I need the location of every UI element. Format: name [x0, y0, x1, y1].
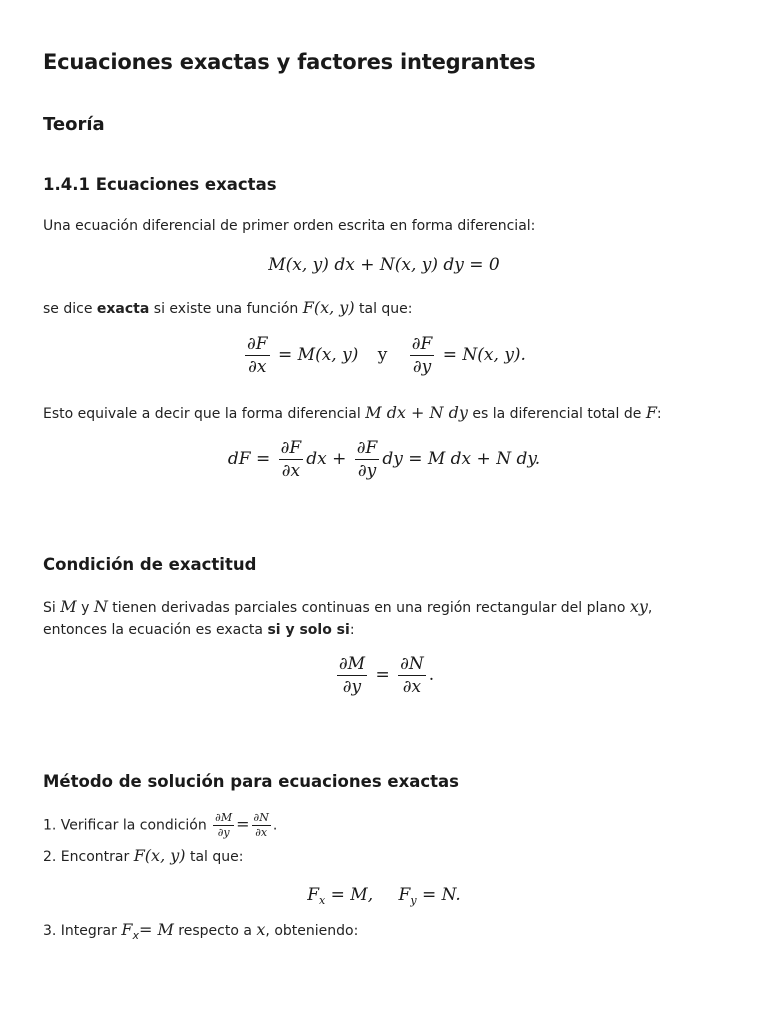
inline-math-F: F(x, y): [302, 298, 355, 317]
equation-partials: [0, 334, 768, 377]
fraction-denominator: ∂x: [255, 826, 268, 839]
text-span: 2. Encontrar: [43, 849, 134, 865]
text-span: :: [656, 406, 662, 422]
equals-sign: =: [236, 814, 250, 834]
fraction-dF-dx: [245, 334, 270, 377]
subsection-heading-metodo: Método de solución para ecuaciones exactas: [43, 772, 459, 791]
equation-rhs: = N(x, y).: [442, 345, 526, 365]
fraction-dM-dy: [337, 654, 367, 697]
text-span: tal que:: [354, 301, 413, 317]
fraction-numerator: ∂F: [280, 438, 302, 458]
bold-term-si-y-solo-si: si y solo si: [267, 622, 350, 638]
text-span: :: [349, 622, 355, 638]
fraction-denominator: ∂y: [357, 461, 377, 481]
equation-differential-form: [0, 255, 768, 275]
period: .: [272, 817, 278, 834]
inline-math-M: = M: [138, 920, 174, 939]
fraction-denominator: ∂x: [248, 357, 267, 377]
equation-term: F: [398, 885, 411, 905]
fraction-numerator: ∂F: [411, 334, 433, 354]
fraction-dF-dy: [355, 438, 380, 481]
fraction-dF-dy: [410, 334, 435, 377]
equation-term: F: [307, 885, 320, 905]
equation-dF: [0, 438, 768, 481]
equation-term: dx +: [306, 449, 347, 469]
text-span: tal que:: [185, 849, 244, 865]
inline-math-F: F(x, y): [133, 846, 186, 865]
equation-term: = M,: [330, 885, 374, 905]
page-title: Ecuaciones exactas y factores integrantes: [43, 50, 536, 74]
fraction-denominator: ∂y: [217, 826, 230, 839]
inline-math-xy: xy: [629, 597, 648, 616]
text-span: si existe una función: [149, 301, 303, 317]
equation-Fx-Fy: [0, 885, 768, 907]
equals-sign: =: [375, 665, 390, 685]
fraction-dM-dy: [213, 812, 234, 839]
fraction-denominator: ∂x: [281, 461, 301, 481]
equation-lhs: dF =: [227, 449, 271, 469]
fraction-numerator: ∂F: [356, 438, 378, 458]
text-span: , obteniendo:: [265, 923, 359, 939]
fraction-numerator: ∂N: [400, 654, 424, 674]
text-span: Si: [43, 600, 61, 616]
fraction-denominator: ∂y: [342, 677, 362, 697]
fraction-dF-dx: [279, 438, 304, 481]
equation-term: = N.: [421, 885, 461, 905]
inline-math-x: x: [256, 920, 266, 939]
list-item-step-2: [43, 845, 243, 868]
fraction-dN-dx: [398, 654, 426, 697]
text-span: 3. Integrar: [43, 923, 122, 939]
text-span: , entonces la ecuación es exacta: [43, 600, 653, 638]
fraction-dN-dx: [252, 812, 271, 839]
fraction-denominator: ∂x: [402, 677, 422, 697]
text-span: se dice: [43, 301, 97, 317]
inline-math-F: F: [645, 403, 657, 422]
equation-rhs: = M(x, y): [278, 345, 359, 365]
subsection-heading-ecuaciones-exactas: 1.4.1 Ecuaciones exactas: [43, 175, 277, 194]
inline-math-Mdx-Ndy: M dx + N dy: [365, 403, 468, 422]
text-span: y: [76, 600, 94, 616]
fraction-numerator: ∂F: [247, 334, 268, 354]
fraction-numerator: ∂M: [215, 811, 233, 824]
inline-math-F: F: [121, 920, 133, 939]
paragraph-condition: [43, 596, 713, 641]
bold-term-exacta: exacta: [96, 301, 150, 317]
text-span: Esto equivale a decir que la forma diferencial: [43, 406, 366, 422]
subscript: y: [410, 894, 417, 907]
conjunction-y: y: [377, 345, 388, 365]
inline-math-N: N: [93, 597, 108, 616]
text-span: tienen derivadas parciales continuas en una región rectangular del plano: [107, 600, 630, 616]
equation-exactness: [0, 654, 768, 697]
fraction-numerator: ∂N: [253, 811, 269, 824]
equation-text: M(x, y) dx + N(x, y) dy = 0: [268, 255, 500, 275]
paragraph-exacta: [43, 297, 413, 320]
text-span: 1. Verificar la condición: [43, 817, 212, 834]
text-span: respecto a: [173, 923, 257, 939]
subscript: x: [319, 894, 326, 907]
equation-term: dy = M dx + N dy.: [382, 449, 541, 469]
paragraph-definition: Una ecuación diferencial de primer orden escrita en forma diferencial:: [43, 218, 536, 234]
fraction-numerator: ∂M: [338, 654, 366, 674]
fraction-denominator: ∂y: [412, 357, 432, 377]
list-item-step-1: [43, 812, 277, 839]
subscript: x: [132, 929, 139, 942]
period: .: [428, 665, 435, 685]
text-span: es la diferencial total de: [467, 406, 646, 422]
paragraph-total-differential: [43, 402, 662, 425]
list-item-step-3: [43, 919, 358, 947]
subsection-heading-condicion: Condición de exactitud: [43, 555, 257, 574]
section-heading-teoria: Teoría: [43, 114, 105, 135]
inline-math-M: M: [60, 597, 77, 616]
